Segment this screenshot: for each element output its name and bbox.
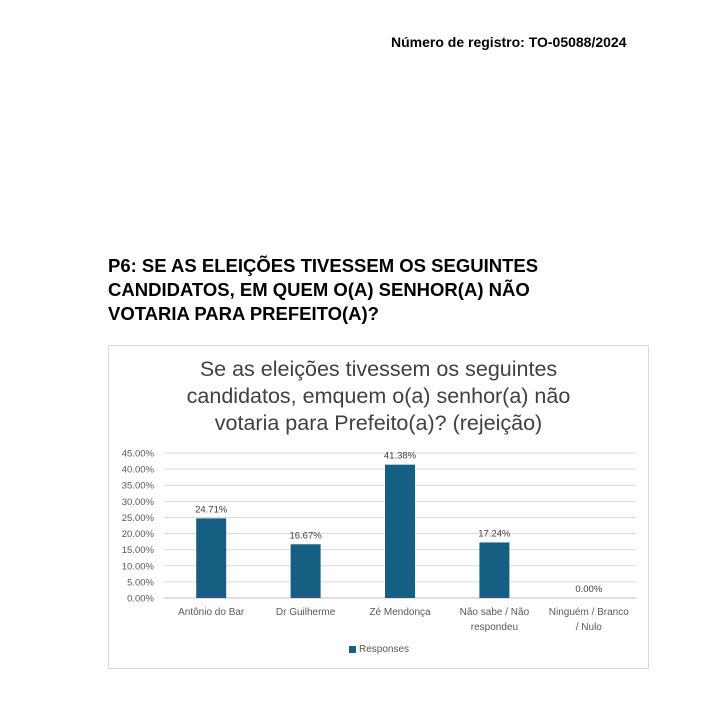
chart-legend xyxy=(349,644,409,655)
y-tick-label: 15.00% xyxy=(121,545,154,557)
question-line-3: VOTARIA PARA PREFEITO(A)? xyxy=(108,303,379,324)
y-tick-label: 0.00% xyxy=(127,593,154,605)
bar xyxy=(291,544,321,598)
data-label: 16.67% xyxy=(289,530,322,542)
data-label: 0.00% xyxy=(575,584,603,595)
chart-title-line-1: Se as eleições tivessem os seguintes xyxy=(199,357,558,381)
data-label: 41.38% xyxy=(383,450,417,462)
x-tick-label: Ninguém / Branco xyxy=(548,607,629,618)
question-heading xyxy=(108,254,628,326)
data-label: 17.24% xyxy=(478,528,511,540)
chart-title-line-2: candidatos, emquem o(a) senhor(a) não xyxy=(186,384,571,408)
x-tick-label: / Nulo xyxy=(575,622,602,633)
question-line-1: P6: SE AS ELEIÇÕES TIVESSEM OS SEGUINTES xyxy=(108,255,539,276)
y-tick-label: 25.00% xyxy=(121,512,154,524)
x-tick-label: Antônio do Bar xyxy=(178,607,245,618)
y-tick-label: 5.00% xyxy=(127,577,154,589)
y-tick-label: 20.00% xyxy=(121,529,154,541)
chart-container xyxy=(108,345,649,669)
y-tick-label: 35.00% xyxy=(121,480,154,492)
legend-swatch xyxy=(349,646,356,653)
bar-chart-plot xyxy=(109,346,650,670)
x-tick-label: Dr Guilherme xyxy=(275,607,336,618)
y-tick-label: 40.00% xyxy=(121,464,154,476)
bar xyxy=(196,518,226,598)
chart-title-line-3: votaria para Prefeito(a)? (rejeição) xyxy=(214,411,543,435)
bar xyxy=(385,465,415,598)
x-tick-label: Não sabe / Não xyxy=(459,607,530,618)
y-tick-label: 10.00% xyxy=(121,561,154,573)
y-tick-label: 45.00% xyxy=(121,448,154,460)
registration-number: Número de registro: TO-05088/2024 xyxy=(391,34,627,50)
y-tick-label: 30.00% xyxy=(121,496,154,508)
data-label: 24.71% xyxy=(195,504,228,516)
x-tick-label: Zé Mendonça xyxy=(369,607,431,618)
question-line-2: CANDIDATOS, EM QUEM O(A) SENHOR(A) NÃO xyxy=(108,279,530,300)
x-tick-label: respondeu xyxy=(470,622,519,633)
legend-label: Responses xyxy=(359,644,410,655)
bar xyxy=(479,542,509,598)
